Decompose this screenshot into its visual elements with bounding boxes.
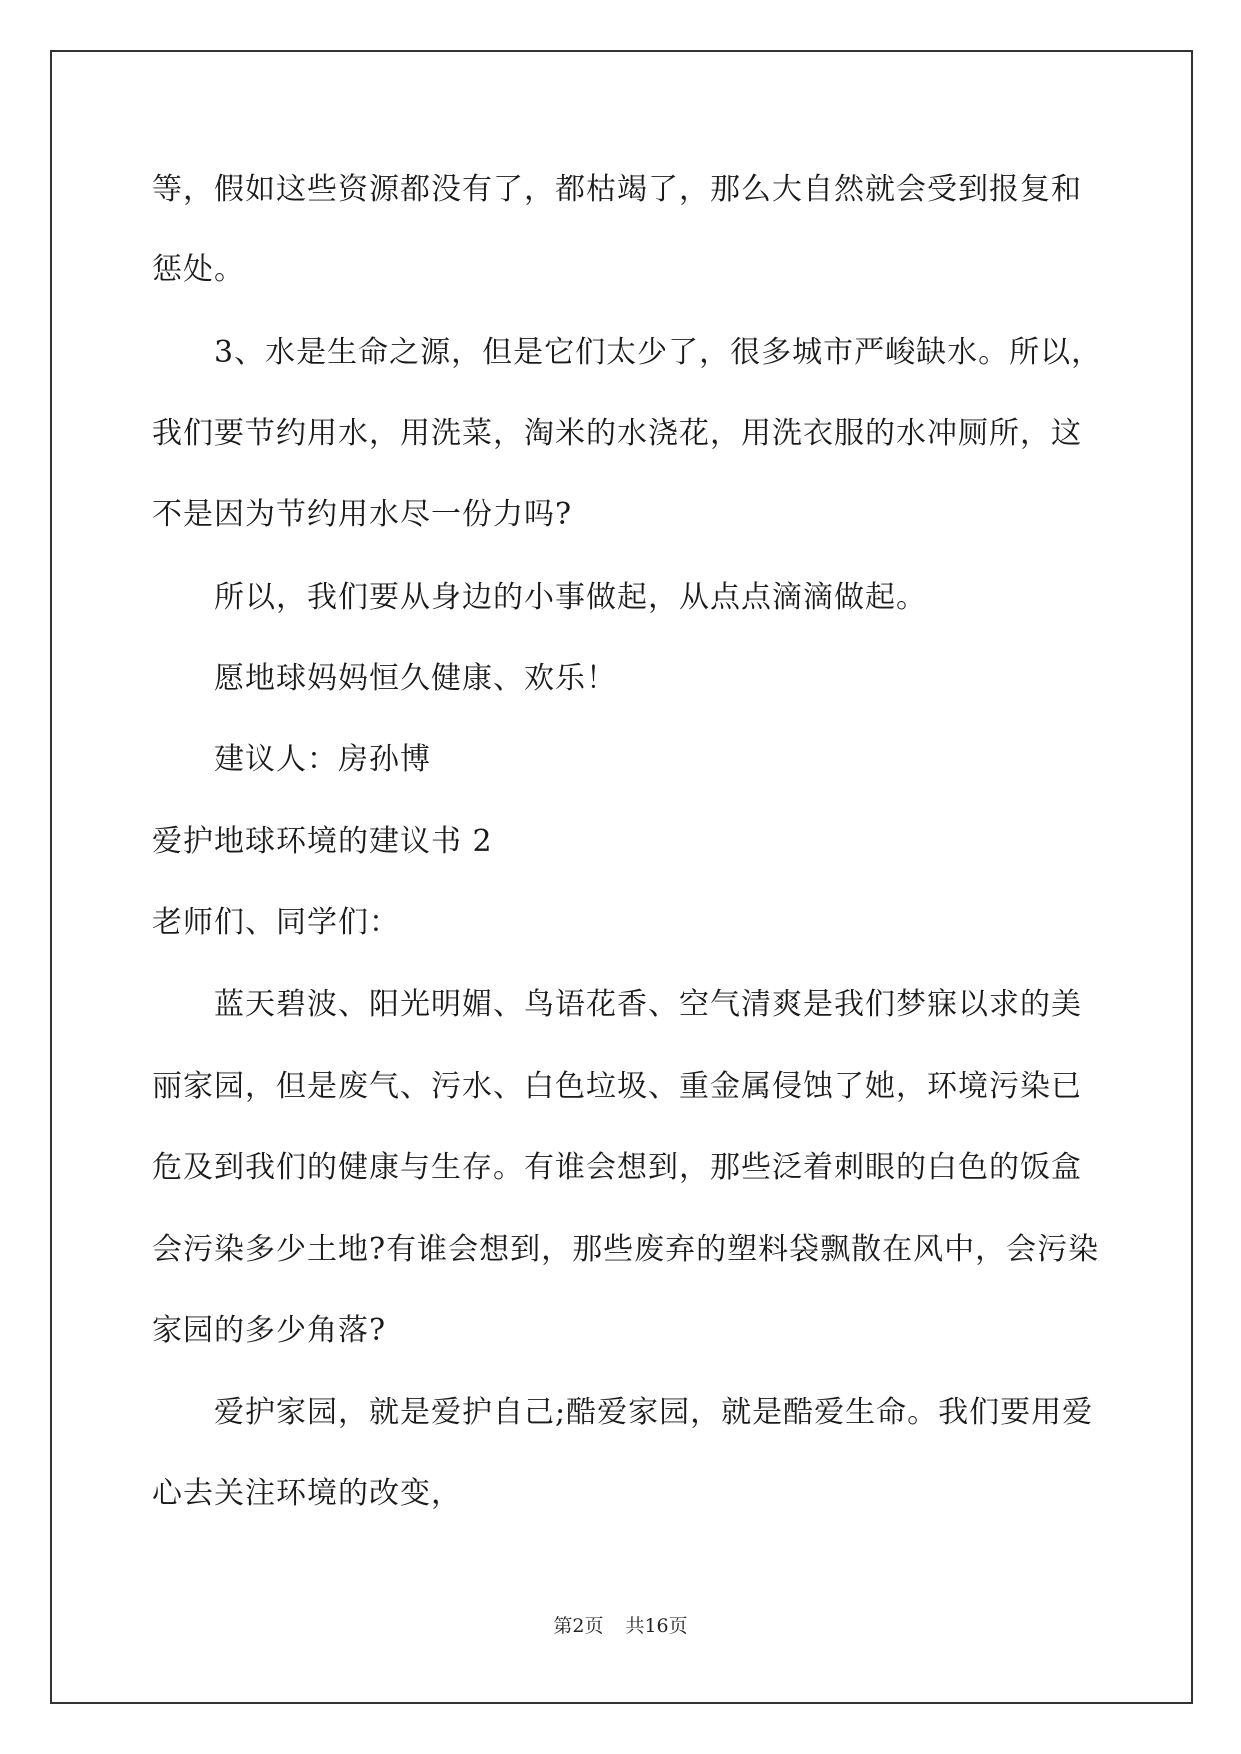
- section-heading: 爱护地球环境的建议书 2: [152, 824, 493, 859]
- text-line: 会污染多少土地?有谁会想到，那些废弃的塑料袋飘散在风中，会污染: [152, 1232, 1100, 1267]
- text-line: 危及到我们的健康与生存。有谁会想到，那些泛着刺眼的白色的饭盒: [152, 1150, 1082, 1185]
- text-line: 丽家园，但是废气、污水、白色垃圾、重金属侵蚀了她，环境污染已: [152, 1069, 1082, 1104]
- page-footer: [0, 1614, 1241, 1638]
- text-line: 爱护家园，就是爱护自己;酷爱家园，就是酷爱生命。我们要用爱: [214, 1395, 1094, 1430]
- page-border: [50, 50, 1193, 1704]
- text-line: 等，假如这些资源都没有了，都枯竭了，那么大自然就会受到报复和: [152, 172, 1082, 207]
- text-line: 建议人：房孙博: [214, 742, 431, 777]
- text-line: 蓝天碧波、阳光明媚、鸟语花香、空气清爽是我们梦寐以求的美: [214, 987, 1082, 1022]
- text-line: 心去关注环境的改变，: [152, 1476, 462, 1511]
- text-line: 家园的多少角落?: [152, 1313, 387, 1348]
- text-line: 惩处。: [152, 252, 245, 287]
- page-number: 第2页: [553, 1615, 604, 1637]
- text-line: 我们要节约用水，用洗菜，淘米的水浇花，用洗衣服的水冲厕所，这: [152, 416, 1082, 451]
- text-line: 3、水是生命之源，但是它们太少了，很多城市严峻缺水。所以，: [214, 335, 1103, 370]
- text-line: 不是因为节约用水尽一份力吗?: [152, 497, 573, 532]
- text-line: 所以，我们要从身边的小事做起，从点点滴滴做起。: [214, 580, 927, 615]
- text-line: 愿地球妈妈恒久健康、欢乐！: [214, 661, 617, 696]
- salutation: 老师们、同学们：: [152, 905, 400, 940]
- page-total: 共16页: [625, 1615, 688, 1637]
